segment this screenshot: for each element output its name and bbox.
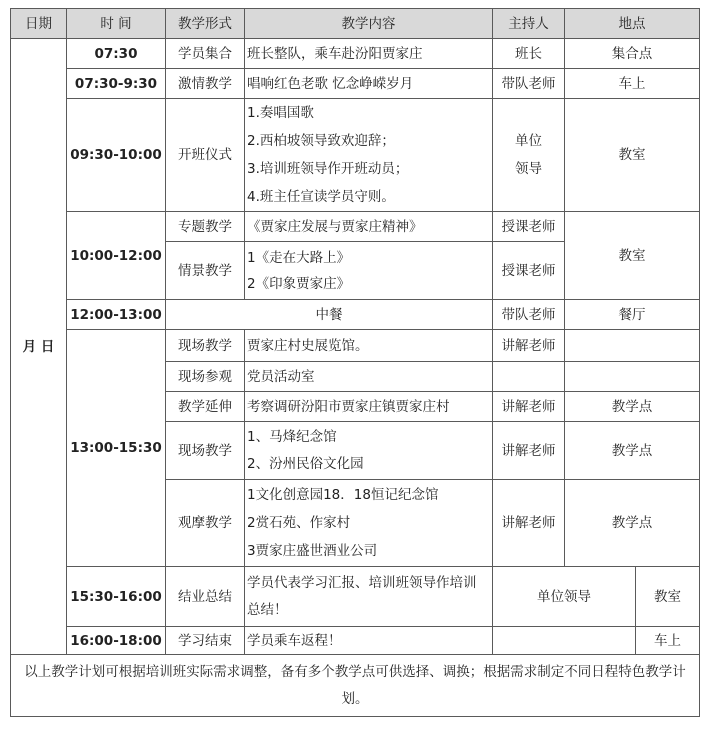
format-cell: 情景教学 bbox=[166, 242, 245, 300]
content-line: 1《走在大路上》 bbox=[247, 249, 351, 266]
table-row bbox=[11, 300, 700, 330]
content-cell: 唱响红色老歌 忆念峥嵘岁月 bbox=[245, 69, 493, 99]
content-cell bbox=[245, 480, 493, 567]
content-line: 3贾家庄盛世酒业公司 bbox=[247, 543, 378, 559]
content-line: 2《印象贾家庄》 bbox=[247, 275, 351, 292]
content-cell: 党员活动室 bbox=[245, 362, 493, 392]
table-row bbox=[11, 567, 700, 627]
table-row bbox=[11, 627, 700, 655]
header-content: 教学内容 bbox=[245, 9, 493, 39]
header-location: 地点 bbox=[565, 9, 700, 39]
host-cell bbox=[493, 362, 565, 392]
host-cell: 授课老师 bbox=[493, 242, 565, 300]
time-cell: 12:00-13:00 bbox=[67, 300, 166, 330]
location-cell bbox=[565, 362, 700, 392]
host-cell bbox=[493, 99, 565, 212]
content-cell bbox=[245, 422, 493, 480]
table-row bbox=[11, 99, 700, 212]
format-cell: 开班仪式 bbox=[166, 99, 245, 212]
schedule-table bbox=[10, 8, 700, 717]
host-cell: 授课老师 bbox=[493, 212, 565, 242]
time-cell: 07:30-9:30 bbox=[67, 69, 166, 99]
content-cell: 考察调研汾阳市贾家庄镇贾家庄村 bbox=[245, 392, 493, 422]
table-row bbox=[11, 69, 700, 99]
host-cell bbox=[493, 627, 636, 655]
format-cell: 现场教学 bbox=[166, 422, 245, 480]
host-line: 单位 bbox=[515, 133, 542, 149]
header-format: 教学形式 bbox=[166, 9, 245, 39]
header-time: 时 间 bbox=[67, 9, 166, 39]
host-cell: 讲解老师 bbox=[493, 330, 565, 362]
content-cell bbox=[245, 567, 493, 627]
content-cell: 贾家庄村史展览馆。 bbox=[245, 330, 493, 362]
content-cell: 《贾家庄发展与贾家庄精神》 bbox=[245, 212, 493, 242]
format-cell: 结业总结 bbox=[166, 567, 245, 627]
host-cell: 带队老师 bbox=[493, 300, 565, 330]
content-line: 2、汾州民俗文化园 bbox=[247, 455, 364, 472]
content-cell: 中餐 bbox=[166, 300, 493, 330]
location-cell: 集合点 bbox=[565, 39, 700, 69]
host-line: 领导 bbox=[515, 161, 542, 177]
location-cell: 教学点 bbox=[565, 392, 700, 422]
table-row bbox=[11, 39, 700, 69]
content-line: 总结！ bbox=[247, 601, 288, 618]
format-cell: 专题教学 bbox=[166, 212, 245, 242]
header-row bbox=[11, 9, 700, 39]
footer-note: 以上教学计划可根据培训班实际需求调整，备有多个教学点可供选择、调换；根据需求制定不同日程特色教学计划。 bbox=[11, 655, 700, 717]
date-cell: 月 日 bbox=[11, 39, 67, 655]
format-cell: 学员集合 bbox=[166, 39, 245, 69]
location-cell: 教学点 bbox=[565, 480, 700, 567]
location-cell: 教室 bbox=[565, 99, 700, 212]
content-line: 1、马烽纪念馆 bbox=[247, 428, 337, 445]
time-cell: 16:00-18:00 bbox=[67, 627, 166, 655]
format-cell: 现场参观 bbox=[166, 362, 245, 392]
location-cell: 教学点 bbox=[565, 422, 700, 480]
host-cell: 单位领导 bbox=[493, 567, 636, 627]
format-cell: 观摩教学 bbox=[166, 480, 245, 567]
host-cell: 讲解老师 bbox=[493, 480, 565, 567]
header-host: 主持人 bbox=[493, 9, 565, 39]
time-cell: 15:30-16:00 bbox=[67, 567, 166, 627]
content-line: 1.奏唱国歌 bbox=[247, 105, 314, 121]
content-cell: 学员乘车返程！ bbox=[245, 627, 493, 655]
format-cell: 现场教学 bbox=[166, 330, 245, 362]
location-cell: 车上 bbox=[565, 69, 700, 99]
time-cell: 07:30 bbox=[67, 39, 166, 69]
content-cell bbox=[245, 99, 493, 212]
location-cell: 餐厅 bbox=[565, 300, 700, 330]
location-cell: 车上 bbox=[636, 627, 700, 655]
time-cell: 13:00-15:30 bbox=[67, 330, 166, 567]
format-cell: 学习结束 bbox=[166, 627, 245, 655]
format-cell: 教学延伸 bbox=[166, 392, 245, 422]
table-row bbox=[11, 212, 700, 242]
content-line: 3.培训班领导作开班动员； bbox=[247, 161, 409, 177]
host-cell: 讲解老师 bbox=[493, 422, 565, 480]
footer-row bbox=[11, 655, 700, 717]
content-line: 2赏石苑、作家村 bbox=[247, 515, 351, 531]
header-date: 日期 bbox=[11, 9, 67, 39]
content-line: 1文化创意园18．18恒记纪念馆 bbox=[247, 487, 439, 503]
location-cell: 教室 bbox=[636, 567, 700, 627]
content-cell bbox=[245, 242, 493, 300]
table-row bbox=[11, 330, 700, 362]
host-cell: 班长 bbox=[493, 39, 565, 69]
host-cell: 带队老师 bbox=[493, 69, 565, 99]
content-line: 学员代表学习汇报、培训班领导作培训 bbox=[247, 574, 477, 591]
time-cell: 09:30-10:00 bbox=[67, 99, 166, 212]
location-cell: 教室 bbox=[565, 212, 700, 300]
time-cell: 10:00-12:00 bbox=[67, 212, 166, 300]
location-cell bbox=[565, 330, 700, 362]
content-cell: 班长整队，乘车赴汾阳贾家庄 bbox=[245, 39, 493, 69]
host-cell: 讲解老师 bbox=[493, 392, 565, 422]
format-cell: 激情教学 bbox=[166, 69, 245, 99]
content-line: 2.西柏坡领导致欢迎辞； bbox=[247, 133, 395, 149]
content-line: 4.班主任宣读学员守则。 bbox=[247, 189, 395, 205]
